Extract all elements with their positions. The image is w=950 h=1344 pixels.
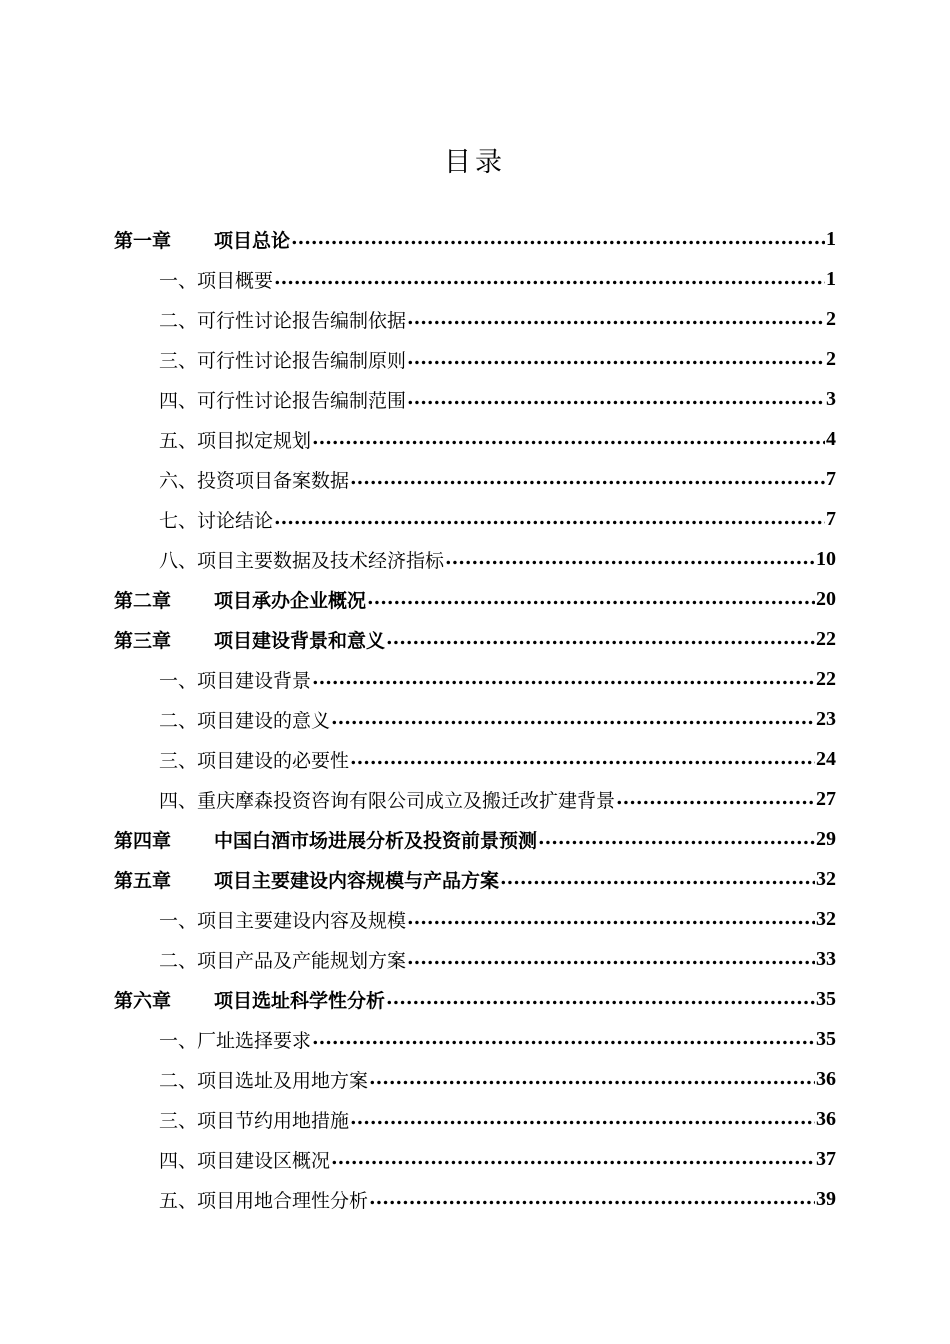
toc-section-entry[interactable] [114, 1099, 836, 1139]
toc-entry-label: 八、项目主要数据及技术经济指标 [159, 549, 445, 572]
toc-page-number: 27 [816, 787, 836, 810]
toc-chapter-entry[interactable] [114, 819, 836, 859]
toc-chapter-number: 第六章 [114, 989, 172, 1012]
toc-list [114, 219, 836, 1219]
toc-entry-label [114, 986, 385, 1013]
toc-page-number: 23 [816, 707, 836, 730]
toc-dot-leader [445, 547, 815, 569]
toc-chapter-name: 项目承办企业概况 [214, 589, 367, 612]
toc-dot-leader [274, 507, 825, 529]
toc-dot-leader [407, 907, 815, 929]
toc-section-entry[interactable] [114, 1019, 836, 1059]
toc-page-number: 36 [816, 1067, 836, 1090]
toc-dot-leader [274, 267, 825, 289]
toc-page-number: 35 [816, 987, 836, 1010]
toc-section-entry[interactable] [114, 1059, 836, 1099]
toc-entry-label [114, 826, 537, 853]
toc-entry-label: 七、讨论结论 [159, 509, 274, 532]
toc-section-entry[interactable] [114, 779, 836, 819]
toc-chapter-entry[interactable] [114, 219, 836, 259]
toc-entry-label [114, 866, 499, 893]
toc-page-number: 10 [816, 547, 836, 570]
toc-page-number: 2 [826, 347, 836, 370]
toc-section-entry[interactable] [114, 1139, 836, 1179]
toc-page-number: 7 [826, 467, 836, 490]
toc-title: 目录 [444, 147, 506, 178]
toc-entry-label: 四、项目建设区概况 [159, 1149, 331, 1172]
toc-entry-label: 一、项目概要 [159, 269, 274, 292]
toc-page-number: 32 [816, 867, 836, 890]
toc-entry-label: 三、项目建设的必要性 [159, 749, 350, 772]
toc-entry-label: 五、项目拟定规划 [159, 429, 312, 452]
toc-section-entry[interactable] [114, 899, 836, 939]
toc-page-number: 4 [826, 427, 836, 450]
toc-dot-leader [291, 227, 825, 249]
toc-dot-leader [407, 347, 825, 369]
toc-entry-label: 五、项目用地合理性分析 [159, 1189, 369, 1212]
toc-chapter-number: 第二章 [114, 589, 172, 612]
toc-page-number: 32 [816, 907, 836, 930]
toc-section-entry[interactable] [114, 259, 836, 299]
toc-section-entry[interactable] [114, 539, 836, 579]
toc-dot-leader [350, 747, 815, 769]
toc-page-number: 35 [816, 1027, 836, 1050]
toc-page-number: 1 [826, 227, 836, 250]
toc-entry-label: 二、项目产品及产能规划方案 [159, 949, 407, 972]
toc-section-entry[interactable] [114, 659, 836, 699]
toc-section-entry[interactable] [114, 739, 836, 779]
toc-chapter-name: 项目选址科学性分析 [214, 989, 386, 1012]
toc-page-number: 39 [816, 1187, 836, 1210]
toc-section-entry[interactable] [114, 299, 836, 339]
toc-page-number: 22 [816, 627, 836, 650]
toc-dot-leader [350, 467, 825, 489]
toc-page-number: 7 [826, 507, 836, 530]
toc-dot-leader [331, 1147, 815, 1169]
toc-entry-label: 四、重庆摩森投资咨询有限公司成立及搬迁改扩建背景 [159, 789, 616, 812]
toc-entry-label [114, 626, 385, 653]
toc-dot-leader [312, 1027, 815, 1049]
toc-entry-label: 一、项目建设背景 [159, 669, 312, 692]
toc-dot-leader [407, 387, 825, 409]
toc-entry-label: 二、可行性讨论报告编制依据 [159, 309, 407, 332]
toc-entry-label: 六、投资项目备案数据 [159, 469, 350, 492]
toc-entry-label [114, 586, 366, 613]
toc-entry-label: 一、厂址选择要求 [159, 1029, 312, 1052]
toc-dot-leader [538, 827, 815, 849]
toc-dot-leader [386, 987, 815, 1009]
toc-chapter-entry[interactable] [114, 619, 836, 659]
toc-section-entry[interactable] [114, 459, 836, 499]
toc-entry-label: 二、项目选址及用地方案 [159, 1069, 369, 1092]
toc-page-number: 3 [826, 387, 836, 410]
toc-dot-leader [369, 1187, 815, 1209]
toc-entry-label: 三、可行性讨论报告编制原则 [159, 349, 407, 372]
toc-dot-leader [369, 1067, 815, 1089]
toc-page-number: 24 [816, 747, 836, 770]
toc-dot-leader [616, 787, 815, 809]
toc-chapter-entry[interactable] [114, 859, 836, 899]
toc-section-entry[interactable] [114, 1179, 836, 1219]
toc-entry-label: 二、项目建设的意义 [159, 709, 331, 732]
toc-page-number: 2 [826, 307, 836, 330]
toc-dot-leader [312, 427, 825, 449]
toc-page-number: 36 [816, 1107, 836, 1130]
toc-dot-leader [386, 627, 815, 649]
toc-chapter-name: 中国白酒市场进展分析及投资前景预测 [214, 829, 538, 852]
toc-chapter-number: 第一章 [114, 229, 172, 252]
toc-entry-label: 三、项目节约用地措施 [159, 1109, 350, 1132]
toc-entry-label: 一、项目主要建设内容及规模 [159, 909, 407, 932]
toc-chapter-name: 项目总论 [214, 229, 291, 252]
toc-entry-label: 四、可行性讨论报告编制范围 [159, 389, 407, 412]
toc-section-entry[interactable] [114, 379, 836, 419]
toc-section-entry[interactable] [114, 419, 836, 459]
toc-page-number: 37 [816, 1147, 836, 1170]
toc-chapter-entry[interactable] [114, 979, 836, 1019]
toc-dot-leader [331, 707, 815, 729]
toc-section-entry[interactable] [114, 939, 836, 979]
toc-dot-leader [367, 587, 815, 609]
toc-chapter-number: 第四章 [114, 829, 172, 852]
toc-page-number: 1 [826, 267, 836, 290]
toc-chapter-entry[interactable] [114, 579, 836, 619]
toc-chapter-number: 第三章 [114, 629, 172, 652]
toc-dot-leader [350, 1107, 815, 1129]
toc-section-entry[interactable] [114, 339, 836, 379]
toc-dot-leader [500, 867, 815, 889]
toc-page-number: 29 [816, 827, 836, 850]
toc-dot-leader [312, 667, 815, 689]
toc-chapter-name: 项目主要建设内容规模与产品方案 [214, 869, 500, 892]
toc-dot-leader [407, 947, 815, 969]
toc-chapter-number: 第五章 [114, 869, 172, 892]
toc-page-number: 33 [816, 947, 836, 970]
toc-section-entry[interactable] [114, 699, 836, 739]
toc-page-number: 22 [816, 667, 836, 690]
toc-entry-label [114, 226, 290, 253]
toc-chapter-name: 项目建设背景和意义 [214, 629, 386, 652]
toc-dot-leader [407, 307, 825, 329]
toc-section-entry[interactable] [114, 499, 836, 539]
toc-page-number: 20 [816, 587, 836, 610]
